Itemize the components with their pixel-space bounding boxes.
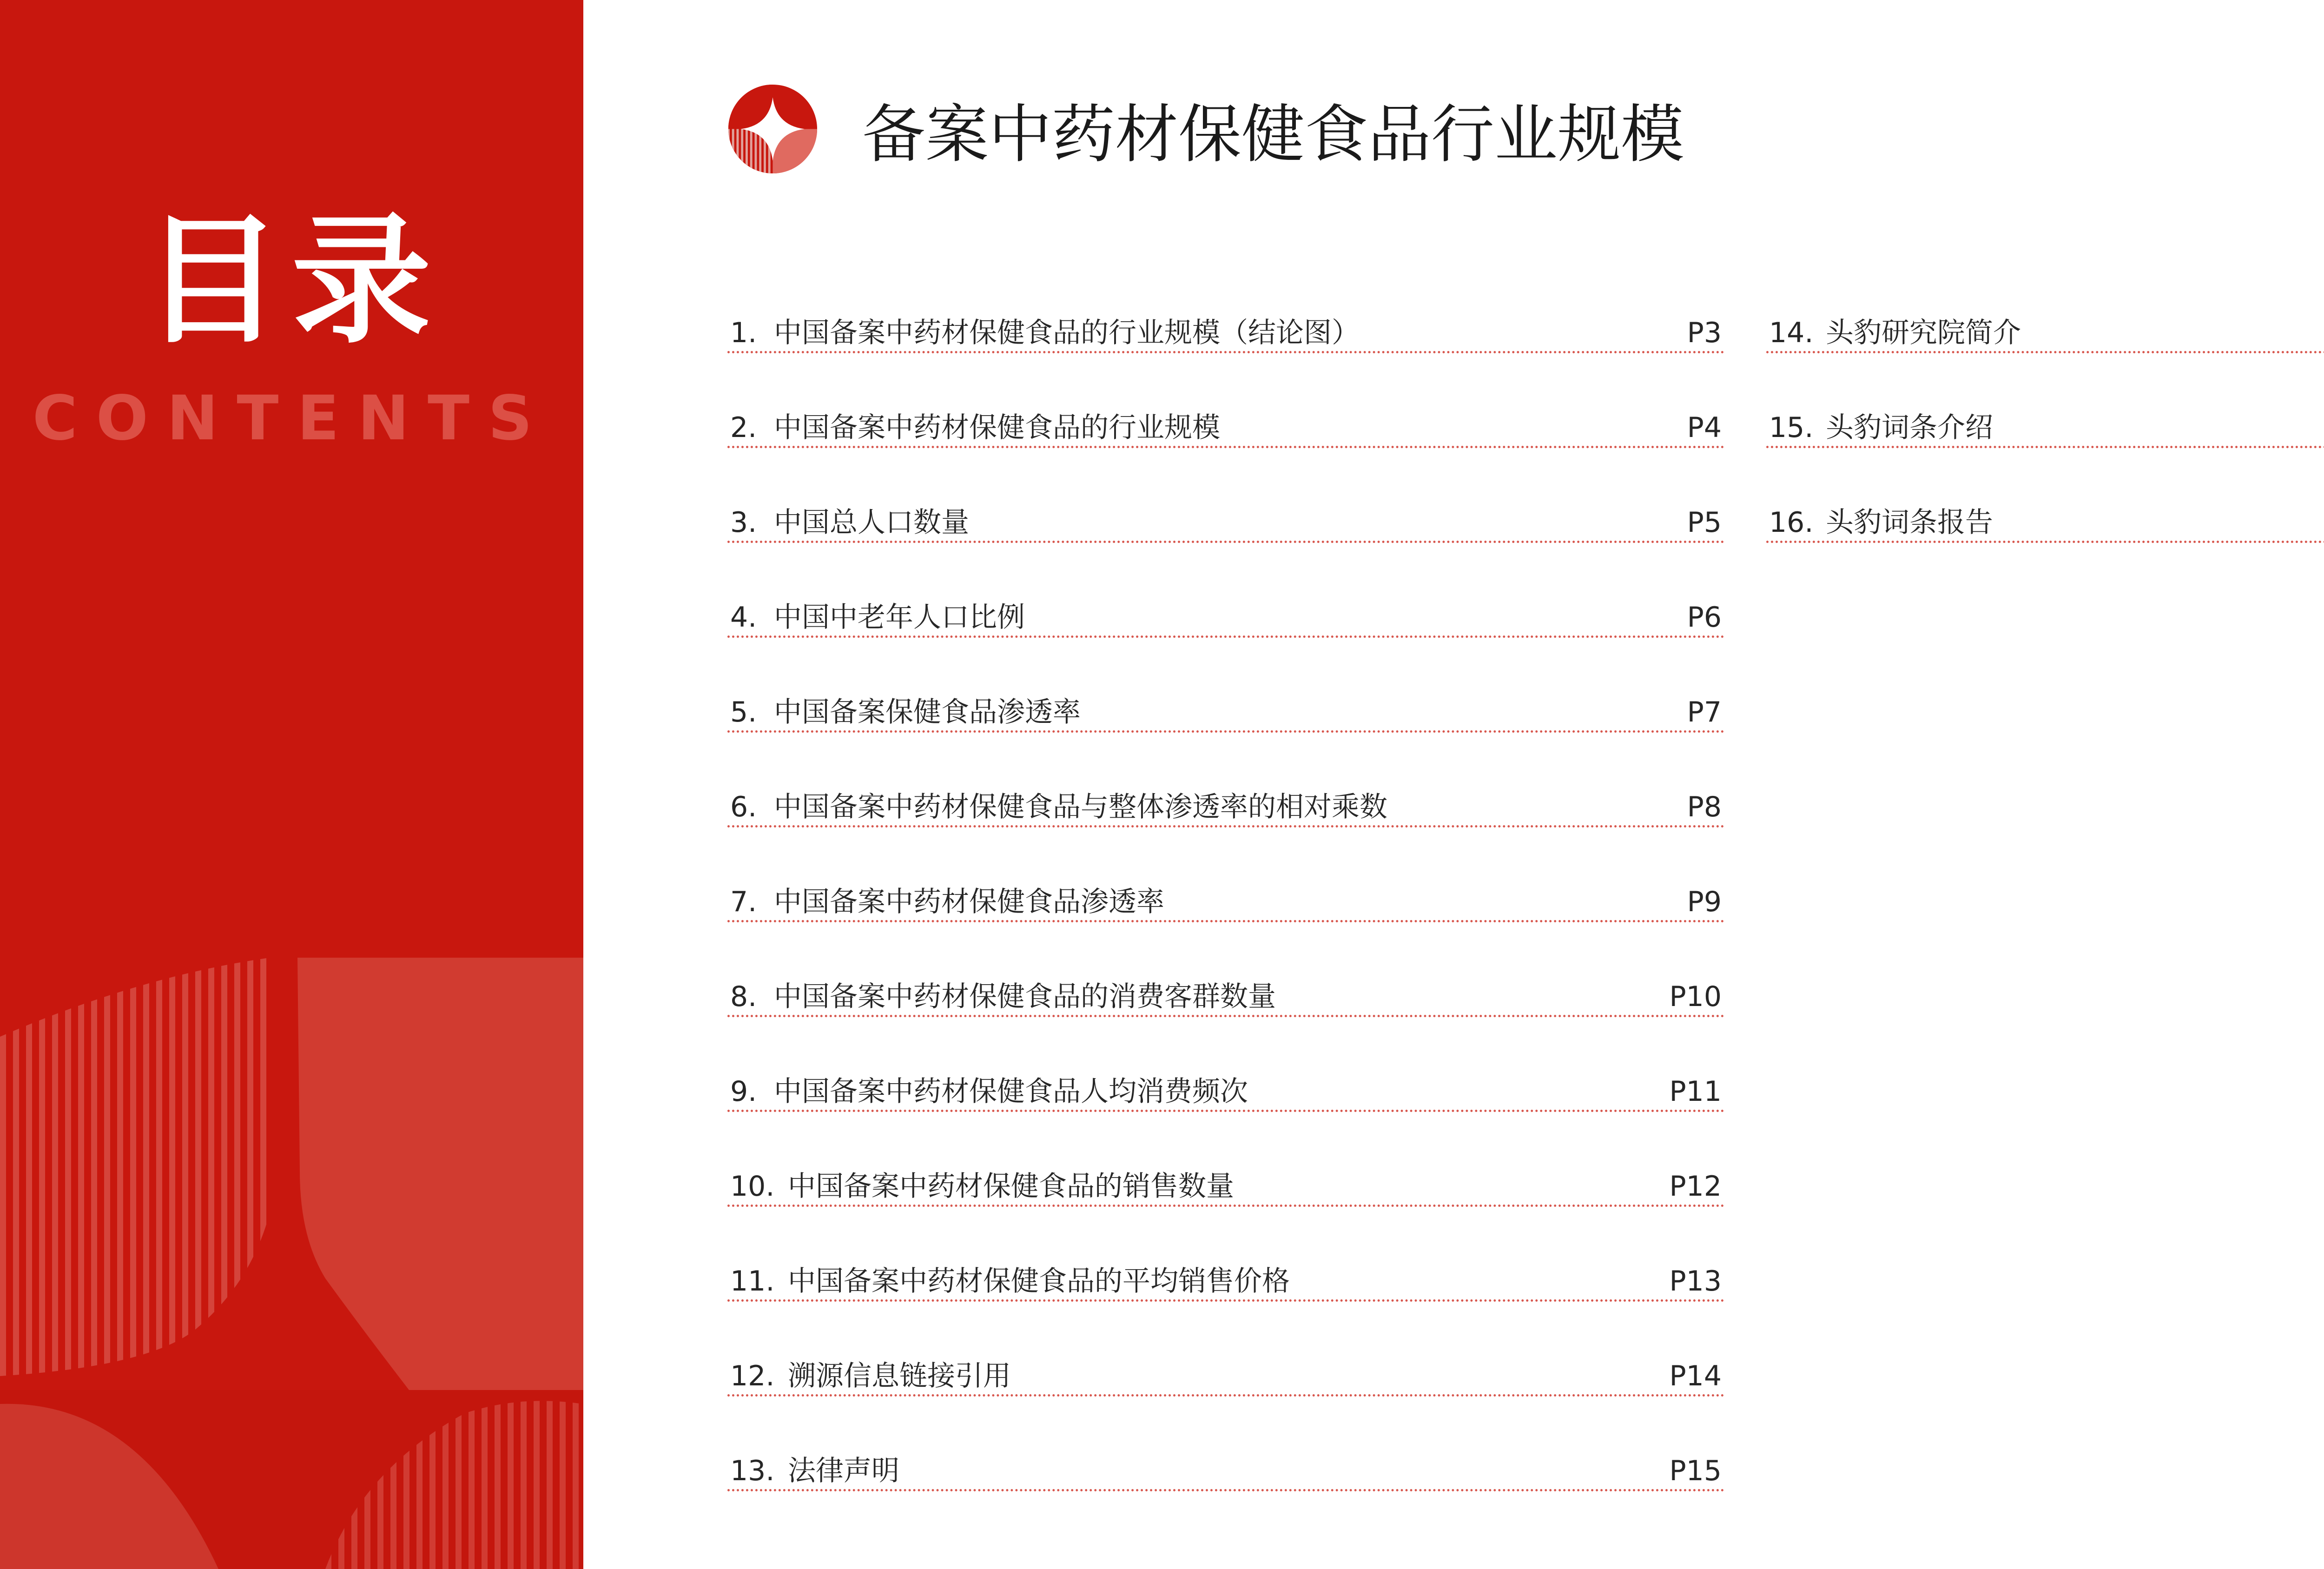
toc-item-number: 13. — [730, 1455, 775, 1487]
toc-item-page: P4 — [1687, 411, 1722, 444]
toc-item-label: 中国总人口数量 — [774, 506, 969, 539]
toc-item-label: 中国备案中药材保健食品的平均销售价格 — [788, 1265, 1290, 1298]
sidebar-subtitle: CONTENTS — [32, 383, 551, 454]
toc-item-page: P12 — [1669, 1170, 1722, 1203]
toc-item-label: 中国备案中药材保健食品的销售数量 — [788, 1170, 1234, 1203]
decorative-arch-pattern — [0, 958, 583, 1569]
toc-item-number: 7. — [730, 886, 757, 918]
toc-item-11[interactable] — [727, 1248, 1724, 1302]
toc-item-page: P10 — [1669, 980, 1722, 1013]
toc-item-14[interactable] — [1766, 300, 2324, 353]
toc-item-page: P15 — [1669, 1455, 1722, 1487]
red-circle-star-logo-icon — [727, 84, 818, 174]
page-title: 备案中药材保健食品行业规模 — [862, 98, 1684, 172]
toc-item-number: 12. — [730, 1360, 775, 1392]
toc-item-number: 10. — [730, 1170, 775, 1203]
sidebar-panel — [0, 0, 583, 1569]
toc-item-10[interactable] — [727, 1153, 1724, 1207]
toc-item-label: 中国备案中药材保健食品的行业规模 — [774, 411, 1220, 444]
toc-item-3[interactable] — [727, 490, 1724, 543]
toc-item-page: P3 — [1687, 317, 1722, 349]
toc-item-number: 9. — [730, 1075, 757, 1108]
toc-item-label: 中国备案中药材保健食品渗透率 — [774, 886, 1164, 918]
toc-item-label: 头豹词条报告 — [1826, 506, 1993, 539]
toc-item-9[interactable] — [727, 1059, 1724, 1112]
toc-item-1[interactable] — [727, 300, 1724, 353]
toc-item-number: 6. — [730, 791, 757, 823]
toc-item-label: 中国备案保健食品渗透率 — [774, 696, 1081, 728]
toc-item-page: P9 — [1687, 886, 1722, 918]
toc-item-page: P11 — [1669, 1075, 1722, 1108]
toc-item-12[interactable] — [727, 1343, 1724, 1397]
toc-item-label: 中国备案中药材保健食品的消费客群数量 — [774, 980, 1276, 1013]
toc-item-label: 中国备案中药材保健食品人均消费频次 — [774, 1075, 1248, 1108]
toc-item-page: P5 — [1687, 506, 1722, 539]
toc-item-number: 2. — [730, 411, 757, 444]
toc-item-number: 8. — [730, 980, 757, 1013]
toc-item-label: 头豹研究院简介 — [1826, 317, 2021, 349]
toc-item-page: P7 — [1687, 696, 1722, 728]
toc-item-8[interactable] — [727, 964, 1724, 1017]
toc-item-label: 中国备案中药材保健食品与整体渗透率的相对乘数 — [774, 791, 1387, 823]
toc-item-5[interactable] — [727, 679, 1724, 733]
toc-item-15[interactable] — [1766, 395, 2324, 448]
toc-item-13[interactable] — [727, 1438, 1724, 1491]
toc-item-page: P6 — [1687, 601, 1722, 634]
toc-item-page: P14 — [1669, 1360, 1722, 1392]
toc-item-7[interactable] — [727, 869, 1724, 922]
toc-item-4[interactable] — [727, 584, 1724, 638]
toc-item-number: 1. — [730, 317, 757, 349]
toc-item-label: 中国备案中药材保健食品的行业规模（结论图） — [774, 317, 1360, 349]
toc-item-label: 头豹词条介绍 — [1826, 411, 1993, 444]
toc-item-page: P8 — [1687, 791, 1722, 823]
toc-item-number: 4. — [730, 601, 757, 634]
toc-item-6[interactable] — [727, 774, 1724, 828]
sidebar-title: 目录 — [143, 200, 441, 362]
toc-item-label: 溯源信息链接引用 — [788, 1360, 1011, 1392]
toc-item-number: 16. — [1769, 506, 1814, 539]
toc-item-number: 15. — [1769, 411, 1814, 444]
toc-item-label: 法律声明 — [788, 1455, 899, 1487]
toc-item-label: 中国中老年人口比例 — [774, 601, 1025, 634]
toc-item-2[interactable] — [727, 395, 1724, 448]
toc-item-number: 11. — [730, 1265, 775, 1298]
toc-item-number: 14. — [1769, 317, 1814, 349]
toc-item-page: P13 — [1669, 1265, 1722, 1298]
toc-item-16[interactable] — [1766, 490, 2324, 543]
toc-item-number: 5. — [730, 696, 757, 728]
toc-item-number: 3. — [730, 506, 757, 539]
